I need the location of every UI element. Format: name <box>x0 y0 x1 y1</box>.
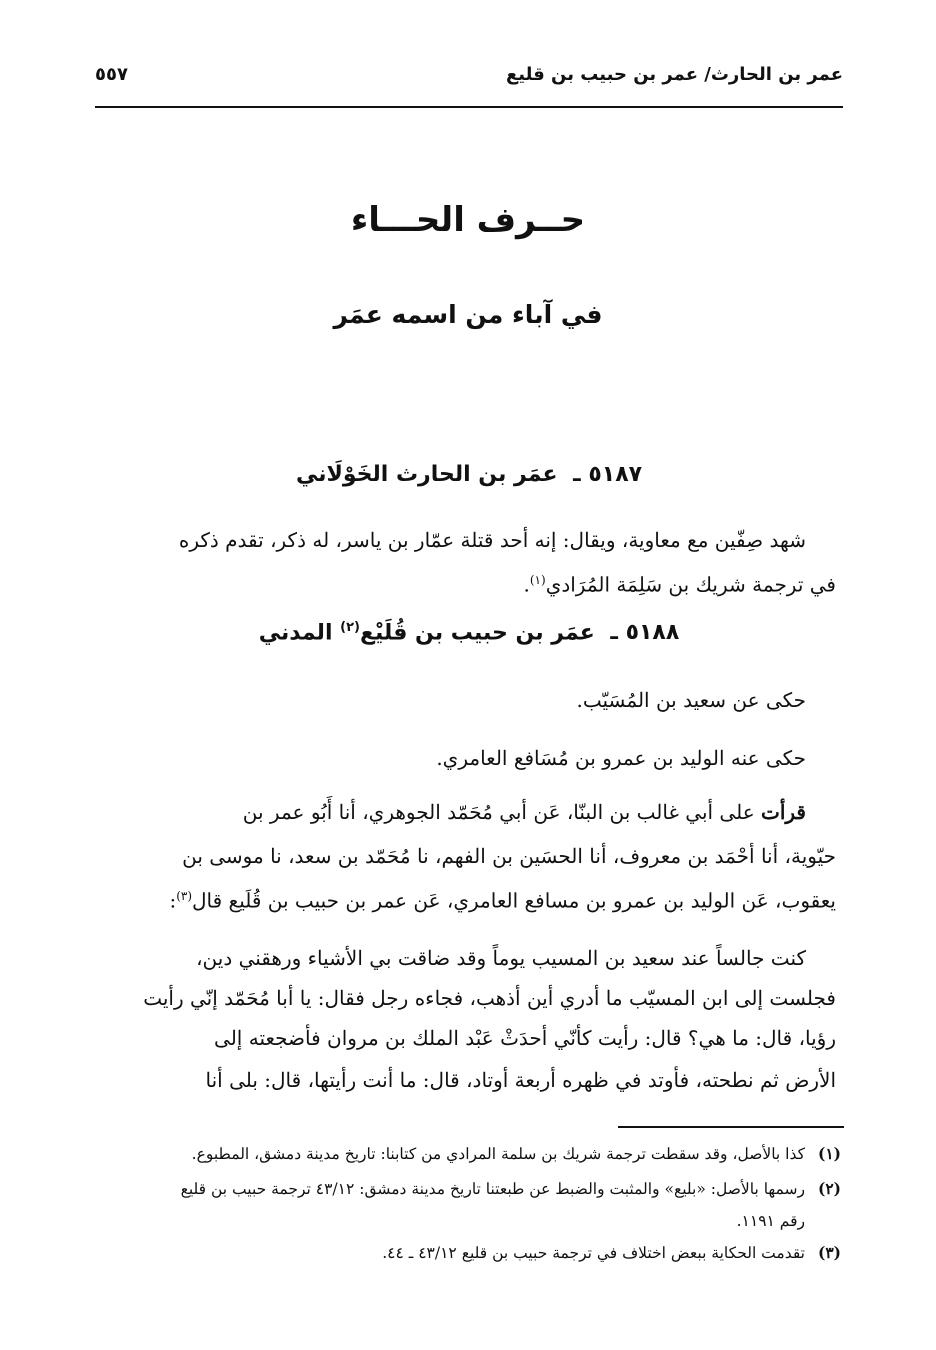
footnote-text: تقدمت الحكاية ببعض اختلاف في ترجمة حبيب بن قليع ٤٣/١٢ ـ ٤٤. <box>382 1244 805 1262</box>
footnote-ref: (٣) <box>176 889 193 903</box>
entry-number: ٥١٨٨ ـ <box>610 620 680 646</box>
paragraph-line: شهد صِفّين مع معاوية، ويقال: إنه أحد قتلة عمّار بن ياسر، له ذكر، تقدم ذكره <box>178 528 806 552</box>
footnote-text: رسمها بالأصل: «بليع» والمثبت والضبط عن طبعتنا تاريخ مدينة دمشق: ٤٣/١٢ ترجمة حبيب بن قليع <box>180 1180 805 1198</box>
entry-name: عمَر بن حبيب بن قُلَيْع <box>360 620 595 646</box>
entry-number: ٥١٨٧ ـ <box>573 462 643 487</box>
entry-title-5187 <box>95 462 843 487</box>
paragraph-line: فجلست إلى ابن المسيّب ما أدري أين أذهب، فجاءه رجل فقال: يا أبا مُحَمّد إنّي رأيت <box>143 986 836 1010</box>
running-header <box>95 62 843 108</box>
line-text: على أبي غالب بن البنّا، عَن أبي مُحَمّد الجوهري، أنا أَبُو عمر بن <box>242 800 755 824</box>
entry-name: عمَر بن الحارث الخَوْلَاني <box>295 462 558 487</box>
paragraph-line <box>96 798 806 826</box>
footnote-ref: (١) <box>529 573 546 587</box>
footnote-number: (١) <box>817 1144 841 1163</box>
footnote-number: (٢) <box>817 1179 841 1198</box>
paragraph-line: كنت جالساً عند سعيد بن المسيب يوماً وقد ضاقت بي الأشياء ورهقني دين، <box>196 946 806 970</box>
footnote-text: كذا بالأصل، وقد سقطت ترجمة شريك بن سلمة المرادي من كتابنا: تاريخ مدينة دمشق، المطبوع. <box>191 1145 805 1163</box>
line-punct: . <box>523 572 530 597</box>
footnote-1 <box>91 1141 841 1167</box>
footnote-2 <box>91 1176 841 1202</box>
section-heading: حــرف الحـــاء <box>350 200 586 240</box>
paragraph-line: رؤيا، قال: ما هي؟ قال: رأيت كأنّي أحدَثْ عَبْد الملك بن مروان فأضجعته إلى <box>214 1026 836 1050</box>
line-text: في ترجمة شريك بن سَلِمَة المُرَادي <box>545 572 836 597</box>
page-number: ٥٥٧ <box>95 64 128 85</box>
running-title: عمر بن الحارث/ عمر بن حبيب بن قليع <box>505 64 843 85</box>
lead-word: قرأت <box>761 800 806 824</box>
paragraph-line: الأرض ثم نطحته، فأوتد في ظهره أربعة أوتاد، قال: ما أنت رأيتها، قال: بلى أنا <box>205 1068 836 1092</box>
line-text: يعقوب، عَن الوليد بن عمرو بن مسافع العامري، عَن عمر بن حبيب بن قُلَيع قال <box>192 888 836 913</box>
line-punct: : <box>169 888 177 913</box>
header-rule <box>95 106 843 108</box>
entry-title-5188 <box>95 620 843 645</box>
footnote-rule <box>618 1126 844 1128</box>
footnote-number: (٣) <box>817 1243 841 1262</box>
paragraph-line <box>96 882 836 915</box>
paragraph-line: حكى عن سعيد بن المُسَيّب. <box>576 688 806 712</box>
paragraph-line <box>96 566 836 599</box>
entry-name-suffix: المدني <box>258 620 333 646</box>
paragraph-line: حيّوية، أنا أحْمَد بن معروف، أنا الحسَين بن الفهم، نا مُحَمّد بن سعد، نا موسى بن <box>182 844 836 868</box>
footnote-3 <box>91 1240 841 1266</box>
footnote-ref: (٢) <box>340 620 360 635</box>
paragraph-line: حكى عنه الوليد بن عمرو بن مُسَافع العامري. <box>436 746 806 770</box>
footnote-2-continuation: رقم ١١٩١. <box>736 1212 805 1230</box>
section-subheading: في آباء من اسمه عمَر <box>333 300 603 329</box>
